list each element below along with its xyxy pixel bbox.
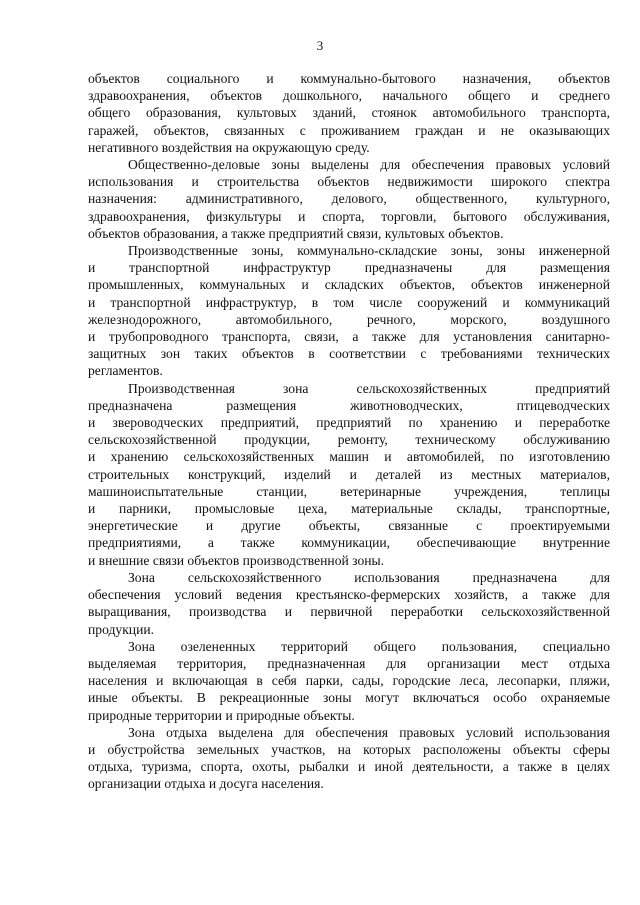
paragraph [88, 569, 610, 638]
text-line: продукции. [88, 621, 155, 637]
text-line: Зона отдыха выделена для обеспечения правовых условий использования [128, 724, 610, 740]
text-line: объектов образования, а также предприятий связи, культовых объектов. [88, 225, 504, 241]
text-line: и транспортной инфраструктур, в том числе сооружений и коммуникаций [88, 294, 610, 310]
text-line: общего образования, культовых зданий, стоянок автомобильного транспорта, [88, 105, 610, 121]
paragraph [88, 70, 610, 156]
text-line: и трубопроводного транспорта, связи, а также для установления санитарно- [88, 329, 610, 345]
paragraph [88, 638, 610, 724]
text-line: регламентов. [88, 363, 163, 379]
text-line: Производственные зоны, коммунально-складские зоны, зоны инженерной [128, 243, 610, 259]
text-line: негативного воздействия на окружающую среду. [88, 139, 370, 155]
text-line: энергетические и другие объекты, связанные с проектируемыми [88, 518, 610, 534]
text-line: гаражей, объектов, связанных с проживанием граждан и не оказывающих [88, 122, 610, 138]
text-line: машиноиспытательные станции, ветеринарные учреждения, теплицы [88, 483, 610, 499]
text-line: предназначена размещения животноводческих, птицеводческих [88, 397, 610, 413]
text-line: назначения: административного, делового, общественного, культурного, [88, 191, 610, 207]
text-line: обеспечения условий ведения крестьянско-фермерских хозяйств, а также для [88, 587, 610, 603]
text-line: иные объекты. В рекреационные зоны могут включаться особо охраняемые [88, 690, 610, 706]
text-line: организации отдыха и досуга населения. [88, 776, 324, 792]
text-line: отдыха, туризма, спорта, охоты, рыбалки и иной деятельности, а также в целях [88, 759, 610, 775]
page-number: 3 [316, 38, 324, 53]
text-line: Зона сельскохозяйственного использования предназначена для [128, 569, 610, 585]
text-line: и парники, промысловые цеха, материальные склады, транспортные, [88, 501, 610, 517]
text-line: промышленных, коммунальных и складских объектов, объектов инженерной [88, 277, 610, 293]
text-line: и внешние связи объектов производственной зоны. [88, 552, 385, 568]
text-line: здравоохранения, физкультуры и спорта, торговли, бытового обслуживания, [88, 208, 610, 224]
text-line: природные территории и природные объекты. [88, 707, 355, 723]
text-line: использования и строительства объектов недвижимости широкого спектра [88, 174, 610, 190]
paragraph [88, 242, 610, 380]
paragraph [88, 156, 610, 242]
text-line: объектов социального и коммунально-бытового назначения, объектов [88, 71, 610, 86]
text-line: и звероводческих предприятий, предприятий по хранению и переработке [88, 415, 610, 431]
text-line: Зона озелененных территорий общего пользования, специально [128, 638, 610, 654]
paragraph [88, 380, 610, 569]
text-line: защитных зон таких объектов в соответствии с требованиями технических [88, 346, 610, 362]
text-line: Общественно-деловые зоны выделены для обеспечения правовых условий [128, 157, 610, 173]
paragraph [88, 724, 610, 793]
text-line: и транспортной инфраструктур предназначены для размещения [88, 260, 610, 276]
text-line: железнодорожного, автомобильного, речного, морского, воздушного [88, 311, 610, 327]
text-line: строительных конструкций, изделий и деталей из местных материалов, [88, 466, 610, 482]
text-line: и хранению сельскохозяйственных машин и автомобилей, по изготовлению [88, 449, 610, 465]
text-line: выделяемая территория, предназначенная для организации мест отдыха [88, 655, 610, 671]
text-line: сельскохозяйственной продукции, ремонту, техническому обслуживанию [88, 432, 610, 448]
text-line: и обустройства земельных участков, на которых расположены объекты сферы [88, 741, 610, 757]
text-line: здравоохранения, объектов дошкольного, начального общего и среднего [88, 88, 610, 104]
text-line: выращивания, производства и первичной переработки сельскохозяйственной [88, 604, 610, 620]
text-line: предприятиями, а также коммуникации, обеспечивающие внутренние [88, 535, 610, 551]
text-line: Производственная зона сельскохозяйственных предприятий [128, 380, 610, 396]
text-line: населения и включающая в себя парки, сады, городские леса, лесопарки, пляжи, [88, 673, 610, 689]
document-body [88, 70, 610, 793]
